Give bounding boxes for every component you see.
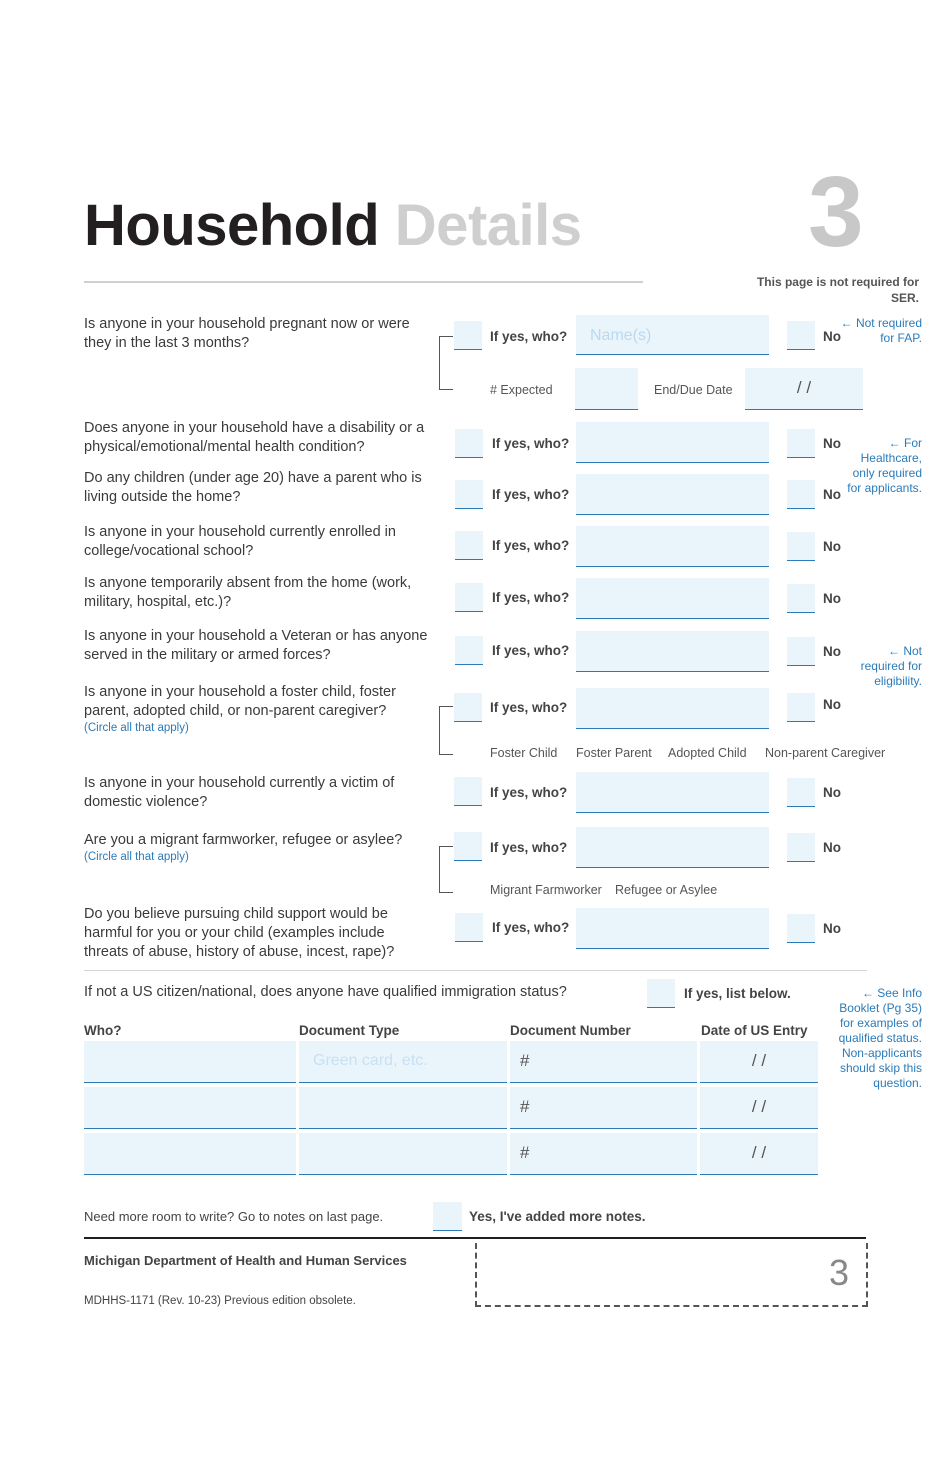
note-healthcare: ← For Healthcare, only required for applicants. [847, 436, 922, 495]
if-yes-label: If yes, who? [490, 329, 568, 344]
pregnant-yes-checkbox[interactable] [454, 321, 482, 350]
date-entry-field[interactable]: / / [700, 1133, 818, 1175]
foster-no-checkbox[interactable] [787, 693, 815, 722]
if-yes-list-label: If yes, list below. [684, 986, 791, 1001]
if-yes-label: If yes, who? [490, 840, 568, 855]
form-id: MDHHS-1171 (Rev. 10-23) Previous edition obsolete. [84, 1295, 356, 1307]
migrant-yes-checkbox[interactable] [454, 832, 482, 861]
question-foster: Is anyone in your household a foster child, foster parent, adopted child, or non-parent caregiver? (Circle all that apply) [84, 683, 434, 735]
question-child-support: Do you believe pursuing child support would be harmful for you or your child (examples include threats of abuse, history of abuse, incest, rape)? [84, 906, 395, 960]
option-refugee-asylee[interactable]: Refugee or Asylee [615, 883, 718, 897]
absent-who-field[interactable] [576, 578, 769, 619]
college-no-checkbox[interactable] [787, 532, 815, 561]
no-label: No [823, 840, 841, 855]
child-support-yes-checkbox[interactable] [455, 913, 483, 942]
question-disability: Does anyone in your household have a disability or a physical/emotional/mental health condition? [84, 420, 425, 455]
footer-page-box [475, 1243, 868, 1307]
page-title [84, 192, 582, 259]
arrow-left-icon: ← [861, 986, 878, 1000]
if-yes-label: If yes, who? [492, 590, 570, 605]
section-number: 3 [808, 156, 864, 268]
who-field[interactable] [84, 1041, 296, 1083]
note-info-booklet: ← See Info Booklet (Pg 35) for examples of qualified status. Non-applicants should skip this question. [838, 986, 922, 1090]
option-adopted-child[interactable]: Adopted Child [668, 746, 747, 760]
foster-who-field[interactable] [576, 688, 769, 729]
pregnant-name-field[interactable]: Name(s) [576, 315, 769, 355]
option-foster-child[interactable]: Foster Child [490, 746, 558, 760]
who-field[interactable] [84, 1087, 296, 1129]
date-entry-field[interactable]: / / [700, 1087, 818, 1129]
expected-count-field[interactable] [575, 368, 638, 410]
document-type-field[interactable] [299, 1087, 507, 1129]
option-foster-parent[interactable]: Foster Parent [576, 746, 652, 760]
question-veteran: Is anyone in your household a Veteran or has anyone served in the military or armed forces? [84, 628, 428, 663]
domestic-who-field[interactable] [576, 772, 769, 813]
if-yes-label: If yes, who? [492, 436, 570, 451]
header-divider [84, 281, 643, 283]
no-label: No [823, 921, 841, 936]
if-yes-label: If yes, who? [490, 785, 568, 800]
footer-rule [84, 1237, 866, 1239]
migrant-no-checkbox[interactable] [787, 833, 815, 862]
col-date-entry: Date of US Entry [701, 1023, 808, 1038]
no-label: No [823, 436, 841, 451]
question-migrant: Are you a migrant farmworker, refugee or asylee? (Circle all that apply) [84, 831, 434, 864]
need-more-room: Need more room to write? Go to notes on last page. [84, 1209, 384, 1224]
col-document-number: Document Number [510, 1023, 631, 1038]
no-label: No [823, 487, 841, 502]
no-label: No [823, 329, 841, 344]
question-domestic: Is anyone in your household currently a victim of domestic violence? [84, 775, 395, 810]
question-college: Is anyone in your household currently enrolled in college/vocational school? [84, 524, 396, 559]
expected-label: # Expected [490, 383, 553, 397]
option-non-parent-caregiver[interactable]: Non-parent Caregiver [765, 746, 886, 760]
circle-all-hint: (Circle all that apply) [84, 851, 189, 863]
document-type-field[interactable]: Green card, etc. [299, 1041, 507, 1083]
document-number-field[interactable]: # [510, 1133, 697, 1175]
college-yes-checkbox[interactable] [455, 531, 483, 560]
domestic-yes-checkbox[interactable] [454, 777, 482, 806]
veteran-who-field[interactable] [576, 631, 769, 672]
department-name: Michigan Department of Health and Human Services [84, 1253, 407, 1268]
document-number-field[interactable]: # [510, 1087, 697, 1129]
added-notes-label: Yes, I've added more notes. [469, 1209, 646, 1224]
disability-yes-checkbox[interactable] [455, 429, 483, 458]
child-support-no-checkbox[interactable] [787, 914, 815, 943]
immigration-yes-checkbox[interactable] [647, 979, 675, 1008]
migrant-who-field[interactable] [576, 827, 769, 868]
no-label: No [823, 539, 841, 554]
no-label: No [823, 644, 841, 659]
date-entry-field[interactable]: / / [700, 1041, 818, 1083]
disability-no-checkbox[interactable] [787, 429, 815, 458]
footer-page-number: 3 [829, 1252, 850, 1293]
who-field[interactable] [84, 1133, 296, 1175]
college-who-field[interactable] [576, 526, 769, 567]
due-date-label: End/Due Date [654, 383, 733, 397]
parent-outside-who-field[interactable] [576, 474, 769, 515]
question-parent-outside: Do any children (under age 20) have a parent who is living outside the home? [84, 470, 422, 505]
section-divider [84, 970, 867, 971]
disability-who-field[interactable] [576, 422, 769, 463]
due-date-field[interactable]: / / [745, 368, 863, 410]
question-pregnant: Is anyone in your household pregnant now or were they in the last 3 months? [84, 316, 410, 351]
col-document-type: Document Type [299, 1023, 400, 1038]
foster-yes-checkbox[interactable] [454, 693, 482, 722]
if-yes-label: If yes, who? [490, 700, 568, 715]
pregnant-no-checkbox[interactable] [787, 321, 815, 350]
arrow-left-icon: ← [840, 316, 856, 330]
veteran-no-checkbox[interactable] [787, 637, 815, 666]
arrow-left-icon: ← [887, 644, 904, 658]
added-notes-checkbox[interactable] [433, 1202, 462, 1231]
parent-outside-no-checkbox[interactable] [787, 480, 815, 509]
bracket [439, 846, 453, 893]
note-fap: ← Not required for FAP. [840, 316, 922, 345]
absent-yes-checkbox[interactable] [455, 583, 483, 612]
if-yes-label: If yes, who? [492, 538, 570, 553]
bracket [439, 706, 453, 755]
document-number-field[interactable]: # [510, 1041, 697, 1083]
no-label: No [823, 591, 841, 606]
if-yes-label: If yes, who? [492, 487, 570, 502]
child-support-who-field[interactable] [576, 908, 769, 949]
document-type-field[interactable] [299, 1133, 507, 1175]
if-yes-label: If yes, who? [492, 920, 570, 935]
no-label: No [823, 785, 841, 800]
title-main: Household [84, 193, 380, 258]
col-who: Who? [84, 1023, 122, 1038]
question-immigration: If not a US citizen/national, does anyone have qualified immigration status? [84, 984, 567, 1000]
title-accent: Details [394, 193, 582, 258]
veteran-yes-checkbox[interactable] [455, 636, 483, 665]
if-yes-label: If yes, who? [492, 643, 570, 658]
option-migrant-farmworker[interactable]: Migrant Farmworker [490, 883, 602, 897]
ser-notice: This page is not required for SER. [756, 275, 919, 305]
bracket [439, 336, 453, 390]
note-eligibility: ← Not required for eligibility. [860, 644, 922, 688]
arrow-left-icon: ← [888, 436, 904, 450]
absent-no-checkbox[interactable] [787, 584, 815, 613]
question-absent: Is anyone temporarily absent from the home (work, military, hospital, etc.)? [84, 575, 412, 610]
domestic-no-checkbox[interactable] [787, 778, 815, 807]
no-label: No [823, 697, 841, 712]
circle-all-hint: (Circle all that apply) [84, 722, 189, 734]
parent-outside-yes-checkbox[interactable] [455, 480, 483, 509]
